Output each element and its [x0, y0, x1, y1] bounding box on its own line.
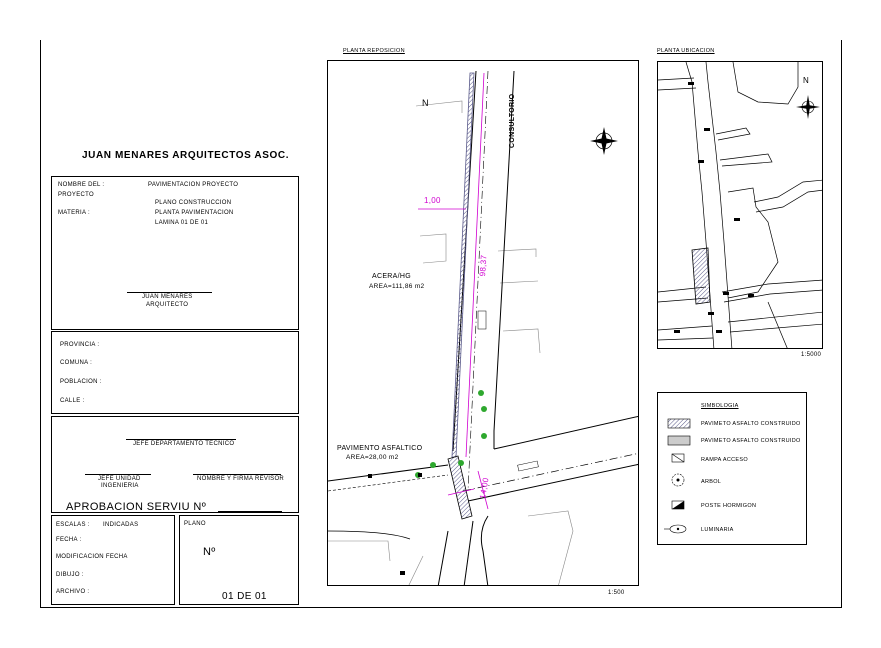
- serviu-approval-label: APROBACION SERVIU Nº: [66, 501, 207, 513]
- fecha-label: FECHA :: [56, 537, 82, 543]
- ramp-icon: [672, 454, 684, 462]
- post-icon: [672, 501, 684, 509]
- materia-line-2: PLANTA PAVIMENTACION: [155, 210, 234, 216]
- materia-line-1: PLANO CONSTRUCCION: [155, 200, 232, 206]
- dim-width-label: 1,00: [424, 196, 441, 205]
- firm-title: JUAN MENARES ARQUITECTOS ASOC.: [82, 150, 290, 161]
- jefe-depto-label: JEFE DEPARTAMENTO TECNICO: [133, 441, 235, 447]
- dim-length-label: 98,37: [478, 254, 489, 277]
- legend-item-5: POSTE HORMIGON: [701, 503, 757, 509]
- legend-item-6: LUMINARIA: [701, 527, 734, 533]
- dibujo-label: DIBUJO :: [56, 572, 84, 578]
- jefe-unidad-label-1: JEFE UNIDAD: [98, 476, 141, 482]
- jefe-depto-line: [126, 439, 236, 440]
- revisor-label: NOMBRE Y FIRMA REVISOR: [197, 476, 285, 482]
- lamina-value: 01 DE 01: [222, 591, 267, 602]
- signer-title: ARQUITECTO: [146, 302, 189, 308]
- legend-asphalt-swatch-2: [668, 436, 690, 445]
- ubic-scale: 1:5000: [801, 352, 822, 358]
- signature-line: [127, 292, 212, 293]
- approval-box: [51, 416, 299, 513]
- legend-item-2: PAVIMETO ASFALTO CONSTRUIDO: [701, 438, 801, 444]
- materia-line-3: LAMINA 01 DE 01: [155, 220, 209, 226]
- repo-north-letter: N: [422, 98, 429, 108]
- ubic-north-letter: N: [803, 76, 810, 85]
- legend-symbols: [662, 415, 702, 540]
- signer-name: JUAN MENARES: [142, 294, 193, 300]
- plan-ubicacion-title: PLANTA UBICACION: [657, 48, 715, 54]
- escalas-value: INDICADAS: [103, 522, 139, 528]
- dim-pav-label: 14,00: [478, 476, 491, 500]
- plan-reposicion-title: PLANTA REPOSICION: [343, 48, 405, 54]
- plan-reposicion-frame: [327, 60, 639, 586]
- legend-item-1: PAVIMETO ASFALTO CONSTRUIDO: [701, 421, 801, 427]
- serviu-line: [218, 511, 282, 512]
- pavimento-label: PAVIMENTO ASFALTICO: [337, 445, 423, 452]
- modificacion-label: MODIFICACION FECHA: [56, 554, 128, 560]
- proyecto-label: PROYECTO: [58, 192, 94, 198]
- poblacion-label: POBLACION :: [60, 379, 102, 385]
- plan-ubicacion-drawing: [658, 62, 823, 349]
- repo-scale: 1:500: [608, 590, 625, 596]
- archivo-label: ARCHIVO :: [56, 589, 90, 595]
- materia-label: MATERIA :: [58, 210, 90, 216]
- jefe-unidad-label-2: INGENIERIA: [101, 483, 139, 489]
- luminaire-icon: [664, 525, 686, 533]
- plan-reposicion-drawing: [328, 61, 639, 586]
- revisor-line: [193, 474, 281, 475]
- escalas-label: ESCALAS :: [56, 522, 90, 528]
- nombre-label: NOMBRE DEL :: [58, 182, 105, 188]
- legend-item-4: ARBOL: [701, 479, 722, 485]
- pavimento-area: AREA=28,00 m2: [346, 454, 399, 461]
- plano-label: PLANO: [184, 521, 206, 527]
- comuna-label: COMUNA :: [60, 360, 93, 366]
- plano-number-label: Nº: [203, 546, 216, 558]
- legend-asphalt-swatch-1: [668, 419, 690, 428]
- acera-label: ACERA/HG: [372, 273, 411, 280]
- jefe-unidad-line: [85, 474, 151, 475]
- plan-ubicacion-frame: [657, 61, 823, 349]
- legend-title: SIMBOLOGIA: [701, 403, 739, 409]
- tree-icon: [672, 474, 684, 486]
- acera-area: AREA=111,86 m2: [369, 283, 425, 290]
- provincia-label: PROVINCIA :: [60, 342, 100, 348]
- legend-item-3: RAMPA ACCESO: [701, 457, 748, 463]
- calle-label: CALLE :: [60, 398, 85, 404]
- nombre-value: PAVIMENTACION PROYECTO: [148, 182, 239, 188]
- street-label: CONSULTORIO: [509, 93, 516, 148]
